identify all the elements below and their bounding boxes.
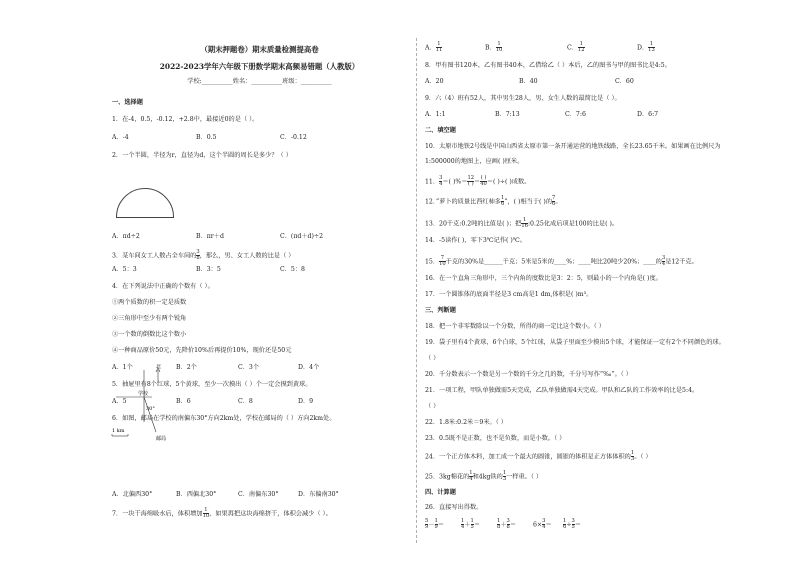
statement-2: ②三角形中至少有两个锐角 (112, 315, 187, 322)
page-subtitle: 2022-2023学年六年级下册数学期末高频易错题（人教版） (159, 62, 360, 71)
section-heading-judge: 三、判断题 (425, 307, 456, 314)
statement-1: ①两个质数的积一定是质数 (112, 299, 187, 306)
question-25: 25．3kg棉花的 $\frac{1}{4}$ 和4kg铁的 $\frac{1}{3}$ 一样重。（ ） (425, 470, 543, 483)
option-c: C．5：8 (280, 266, 305, 273)
student-info-line: 学校:__________姓名：__________班级：__________ (187, 78, 332, 85)
question-10: 10．太原市地铁2号线是中国山西省太原市第一条开通运营的地铁线路，全长23.65千米。如果画在比例尺为 (425, 143, 721, 150)
option-d: D． $\frac{1}{13}$ (637, 41, 655, 54)
option-c: C．8 (238, 398, 253, 405)
option-b: B．2个 (176, 364, 197, 371)
question-11: 11． $\frac{3}{4}$ ＝( )%＝ $\frac{12}{( )}$ ＝ $\frac{( )}{40}$ ＝( )÷( )成数。 (425, 175, 531, 188)
fraction: $\frac{3}{8}$ (196, 249, 200, 262)
option-b: B．西偏北30° (176, 491, 217, 498)
option-c: C．-0.12 (280, 134, 307, 141)
option-d: D．6:7 (637, 111, 659, 118)
option-a: A．πd÷2 (112, 233, 140, 240)
question-10-cont: 1:500000的地图上，应画( )厘米。 (425, 158, 524, 165)
question-15: 15． $\frac{7}{10}$ 千克的30%是______千克；5米是5米的____%；____吨比20吨少20%；____的 $\frac{3}{4}$ 是12千克。 (425, 255, 698, 268)
question-4: 4．在下列说法中正确的个数有（ ）。 (112, 283, 214, 290)
question-8: 8．甲有图书120本，乙有图书40本，乙借给乙（ ）本后，乙的图书与甲的图书比是4:5。 (425, 62, 671, 69)
option-a: A．5 (112, 398, 127, 405)
question-17: 17．一个圆锥体的底面半径是3 cm高是1 dm,体积是( )m³。 (425, 291, 593, 298)
question-9: 9．六（4）班有52人，其中男生28人，男、女生人数的最简比是（ ）。 (425, 95, 621, 102)
option-a: A．-4 (112, 134, 129, 141)
fraction: $\frac{1}{10}$ (202, 507, 210, 520)
map-route-line (144, 397, 156, 432)
option-c: C．(πd＋d)÷2 (280, 233, 324, 240)
question-5: 5．抽屉里有8个红球，5个黄球，至少一次摸出（ ）个一定会摸到黄球。 (112, 381, 312, 388)
question-13: 13．20千克:0.2吨的比值是( )；把 $\frac{1}{16}$ :0.25化成后项是100的比是( )。 (425, 217, 619, 230)
calc-item: $\frac{1}{4}$ ＋ $\frac{1}{5}$ ＝ (461, 518, 480, 531)
option-b: B．40 (519, 78, 538, 85)
question-6: 6．如图，邮局在学校的南偏东30°方向2km处，学校在邮局的（ ）方向2km处。 (112, 415, 336, 422)
option-a: A．北偏西30° (112, 491, 153, 498)
option-b: B．πr＋d (196, 233, 224, 240)
question-26: 26．直接写出得数。 (425, 504, 483, 511)
question-21: 21．一项工程，甲队单独做需5天完成，乙队单独做需4天完成。甲队和乙队的工作效率的比是5:4。 (425, 387, 699, 394)
calc-item: 6× $\frac{3}{4}$ ＝ (533, 518, 552, 531)
map-scale-label: 1 km (112, 428, 125, 434)
option-c: C．3个 (238, 364, 260, 371)
question-20: 20．千分数表示一个数是另一个数的千分之几的数，千分号写作”‰”。（ ） (425, 371, 632, 378)
question-23: 23．0.5既不是正数，也不是负数，而是小数。（ ） (425, 435, 566, 442)
column-divider (416, 38, 417, 543)
question-19-cont: （ ） (425, 355, 440, 362)
option-a: A．1个 (112, 364, 133, 371)
question-1: 1．在-4，0.5，-0.12，+2.8中，最接近0的是（ ）。 (112, 116, 259, 123)
section-heading-fill: 二、填空题 (425, 127, 456, 134)
option-a: A． $\frac{1}{11}$ (425, 41, 443, 54)
question-7: 7．一块干海绵吸水后，体积增加 $\frac{1}{10}$ ，如果再把这块海绵挤干，体积会减少（ ）。 (112, 507, 332, 520)
option-b: B．3：5 (196, 266, 221, 273)
page-title: （期末押题卷）期末质量检测提高卷 (200, 45, 319, 54)
option-b: B． $\frac{1}{10}$ (485, 41, 503, 54)
option-b: B．6 (176, 398, 191, 405)
question-16: 16．在一个直角三角形中，三个内角的度数比是3：2：5，则最小的一个内角是( )度。 (425, 275, 662, 282)
semicircle-figure (116, 188, 174, 218)
question-3: 3．某车间女工人数占全车间的 $\frac{3}{8}$ ，那么，男、女工人数的比是（ ） (112, 249, 295, 262)
question-12: 12．”萝卜的质量比西红柿多 $\frac{1}{6}$ ”，( )相当于( )的 $\frac{7}{6}$ 。 (425, 195, 562, 208)
map-school-label: 学校 (138, 391, 149, 397)
option-a: A．20 (425, 78, 444, 85)
option-d: D．9 (298, 398, 314, 405)
option-d: D．4个 (298, 364, 320, 371)
section-heading-choice: 一、选择题 (112, 99, 143, 106)
question-24: 24．一个正方体木料，加工成一个最大的圆锥，圆锥的体积是正方体体积的 $\frac{1}{3}$ 。（ ） (425, 450, 652, 463)
statement-3: ③一个数的倒数比这个数小 (112, 331, 187, 338)
map-angle-label: 30° (146, 406, 155, 412)
calc-item: $\frac{1}{6}$ ÷ $\frac{3}{5}$ ＝ (563, 518, 581, 531)
option-c: C．60 (615, 78, 634, 85)
question-2: 2．一个半圆，半径为r，直径为d，这个半圆的周长是多少？（ ） (112, 152, 292, 159)
section-heading-calc: 四、计算题 (425, 489, 456, 496)
direction-map-figure (110, 364, 180, 448)
question-22: 22．1.8米:0.2米＝9米。（ ） (425, 419, 507, 426)
option-b: B．7:13 (495, 111, 520, 118)
calc-item: $\frac{5}{9}$ － $\frac{1}{9}$ ＝ (425, 518, 444, 531)
question-18: 18．把一个非零数除以一个分数，所得的商一定比这个数小。（ ） (425, 323, 605, 330)
option-c: C．7:6 (565, 111, 586, 118)
question-19: 19．袋子里有4个黄球，6个白球，5个红球，从袋子里面至少摸出5个球，才能保证一定有2个不同颜色的球。 (425, 339, 725, 346)
option-c: C． $\frac{1}{12}$ (567, 41, 585, 54)
option-a: A．1:1 (425, 111, 446, 118)
option-c: C．南偏东30° (238, 491, 279, 498)
option-a: A．5：3 (112, 266, 137, 273)
question-14: 14．-5读作( )，零下3℃记作( )℃。 (425, 237, 526, 244)
statement-4: ④一种商品原价50元，先降价10%后再提价10%，现价还是50元 (112, 347, 292, 354)
question-21-cont: （ ） (425, 403, 440, 410)
map-north-label: 北 (156, 364, 162, 370)
map-post-office-label: 邮局 (156, 436, 167, 442)
calc-item: $\frac{1}{8}$ ＋ $\frac{3}{8}$ ＝ (497, 518, 516, 531)
option-d: D．东偏南30° (298, 491, 339, 498)
option-b: B．0.5 (196, 134, 217, 141)
